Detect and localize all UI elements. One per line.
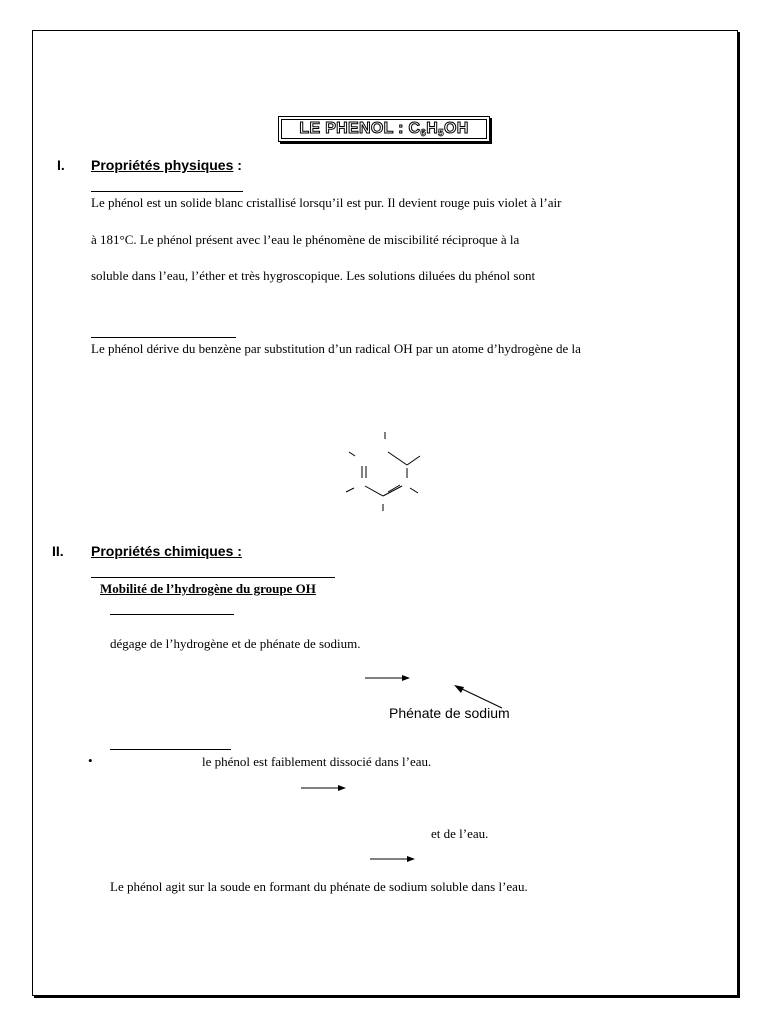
bond-stroke <box>388 452 407 465</box>
paragraph-line: à 181°C. Le phénol présent avec l’eau le phénomène de miscibilité réciproque à la <box>91 232 520 247</box>
section-2-number: II. <box>52 543 64 559</box>
title-box <box>278 116 490 142</box>
paragraph-line: et de l’eau. <box>431 826 489 841</box>
section-1-number: I. <box>57 157 65 173</box>
bond-stroke <box>383 486 402 496</box>
blank-rule <box>110 614 234 615</box>
paragraph-line: dégage de l’hydrogène et de phénate de sodium. <box>110 636 361 651</box>
bond-stroke <box>349 452 355 456</box>
bond-stroke <box>407 456 420 465</box>
bullet: • <box>88 753 93 768</box>
section-2-title: Propriétés chimiques : <box>91 543 242 559</box>
paragraph-line: le phénol est faiblement dissocié dans l’eau. <box>202 754 432 769</box>
paragraph-line: Le phénol est un solide blanc cristallisé lorsqu’il est pur. Il devient rouge puis violet à l’air <box>91 195 562 210</box>
bond-stroke <box>410 488 418 493</box>
blank-rule <box>91 577 335 578</box>
section-1-title: Propriétés physiques : <box>91 157 242 173</box>
phenate-caption: Phénate de sodium <box>389 705 510 721</box>
subsection-title: Mobilité de l’hydrogène du groupe OH <box>100 581 316 596</box>
reaction-arrow <box>369 853 419 865</box>
paragraph-line: Le phénol dérive du benzène par substitution d’un radical OH par un atome d’hydrogène de la <box>91 341 581 356</box>
blank-rule <box>91 337 236 338</box>
bond-stroke <box>346 488 354 492</box>
page-title: LE PHENOL : $C_6H_5OH$ <box>281 119 487 139</box>
paragraph-line: soluble dans l’eau, l’éther et très hygroscopique. Les solutions diluées du phénol sont <box>91 268 536 283</box>
blank-rule <box>110 749 231 750</box>
bond-stroke <box>365 486 383 496</box>
reaction-arrow <box>364 672 414 684</box>
reaction-arrow <box>300 782 350 794</box>
phenol-structure-drawing <box>336 428 426 516</box>
paragraph-line: Le phénol agit sur la soude en formant du phénate de sodium soluble dans l’eau. <box>110 879 528 894</box>
blank-rule <box>91 191 243 192</box>
